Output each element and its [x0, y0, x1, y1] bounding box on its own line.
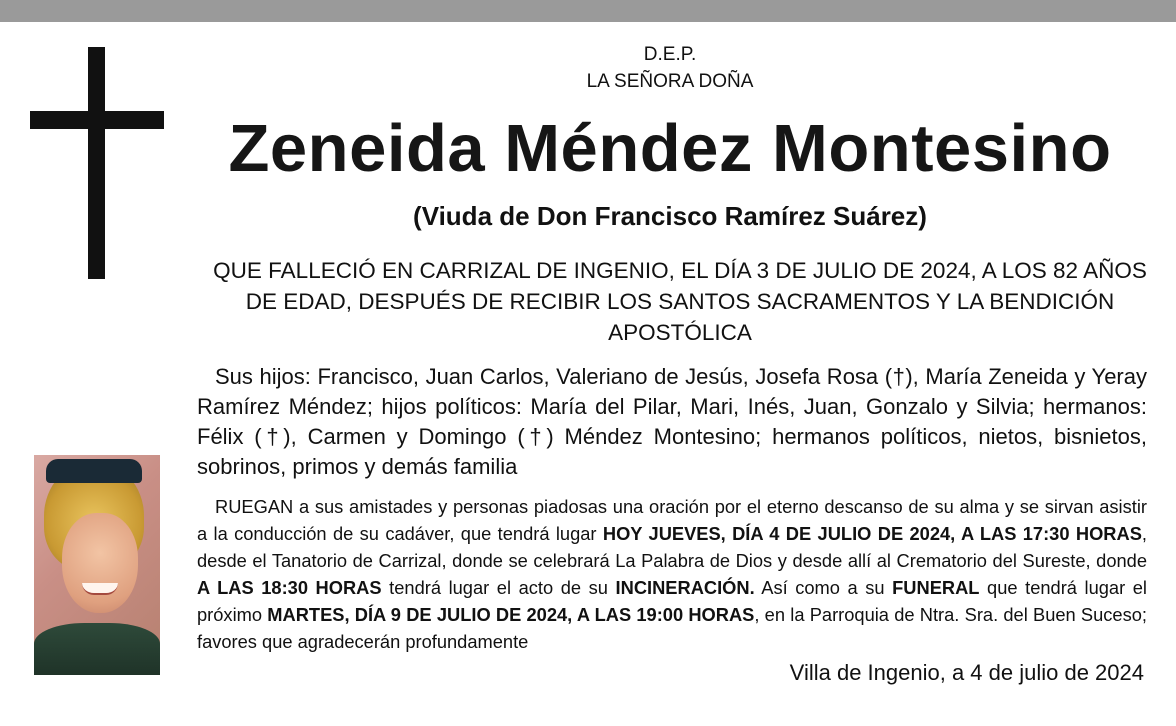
widow-line: (Viuda de Don Francisco Ramírez Suárez)	[413, 201, 927, 231]
cremation-time: A LAS 18:30 HORAS	[197, 577, 382, 598]
ceremony-text: tendrá lugar el acto de su	[381, 577, 616, 598]
funeral-label: FUNERAL	[892, 577, 980, 598]
signoff: Villa de Ingenio, a 4 de julio de 2024	[789, 660, 1144, 685]
top-bar	[0, 0, 1176, 22]
title-prefix: LA SEÑORA DOÑA	[586, 71, 754, 92]
dep-heading: D.E.P.	[643, 44, 697, 65]
incineration-label: INCINERACIÓN.	[615, 577, 755, 598]
ceremony-text: RUEGAN a sus amistades y personas piadosas una oración por el eterno descanso de su alma y se sirvan asistir a la conducción de su cadáver, que tendrá lugar	[197, 496, 1147, 544]
deceased-name: Zeneida Méndez Montesino	[228, 111, 1112, 186]
family-list: Sus hijos: Francisco, Juan Carlos, Valeriano de Jesús, Josefa Rosa (†), María Zeneida y Yeray Ramírez Méndez; hijos políticos: María del Pilar, Mari, Inés, Juan, Gonzalo y Silvia; hermanos: Félix (†), Carmen y Domingo (†) Méndez Montesino; hermanos políticos, nietos, bisnietos, sobrinos, primos y demás familia	[197, 364, 1147, 479]
death-notice: QUE FALLECIÓ EN CARRIZAL DE INGENIO, EL DÍA 3 DE JULIO DE 2024, A LOS 82 AÑOS DE EDAD, DESPUÉS DE RECIBIR LOS SANTOS SACRAMENTOS Y LA BENDICIÓN APOSTÓLICA	[213, 258, 1147, 345]
funeral-date: MARTES, DÍA 9 DE JULIO DE 2024, A LAS 19:00 HORAS	[267, 604, 755, 625]
deceased-photo	[34, 455, 160, 675]
ceremony-details	[197, 493, 1147, 655]
ceremony-text: , desde el Tanatorio de Carrizal, donde se celebrará La Palabra de Dios y desde allí al Crematorio del Sureste, donde	[197, 523, 1147, 571]
ceremony-text: Así como a su	[754, 577, 893, 598]
conduction-date: HOY JUEVES, DÍA 4 DE JULIO DE 2024, A LAS 17:30 HORAS	[602, 523, 1142, 544]
ceremony-text: , en la Parroquia de Ntra. Sra. del Buen Suceso; favores que agradecerán profundamente	[197, 604, 1147, 652]
ceremony-text: que tendrá lugar el próximo	[197, 577, 1147, 625]
cross-icon	[30, 47, 164, 279]
